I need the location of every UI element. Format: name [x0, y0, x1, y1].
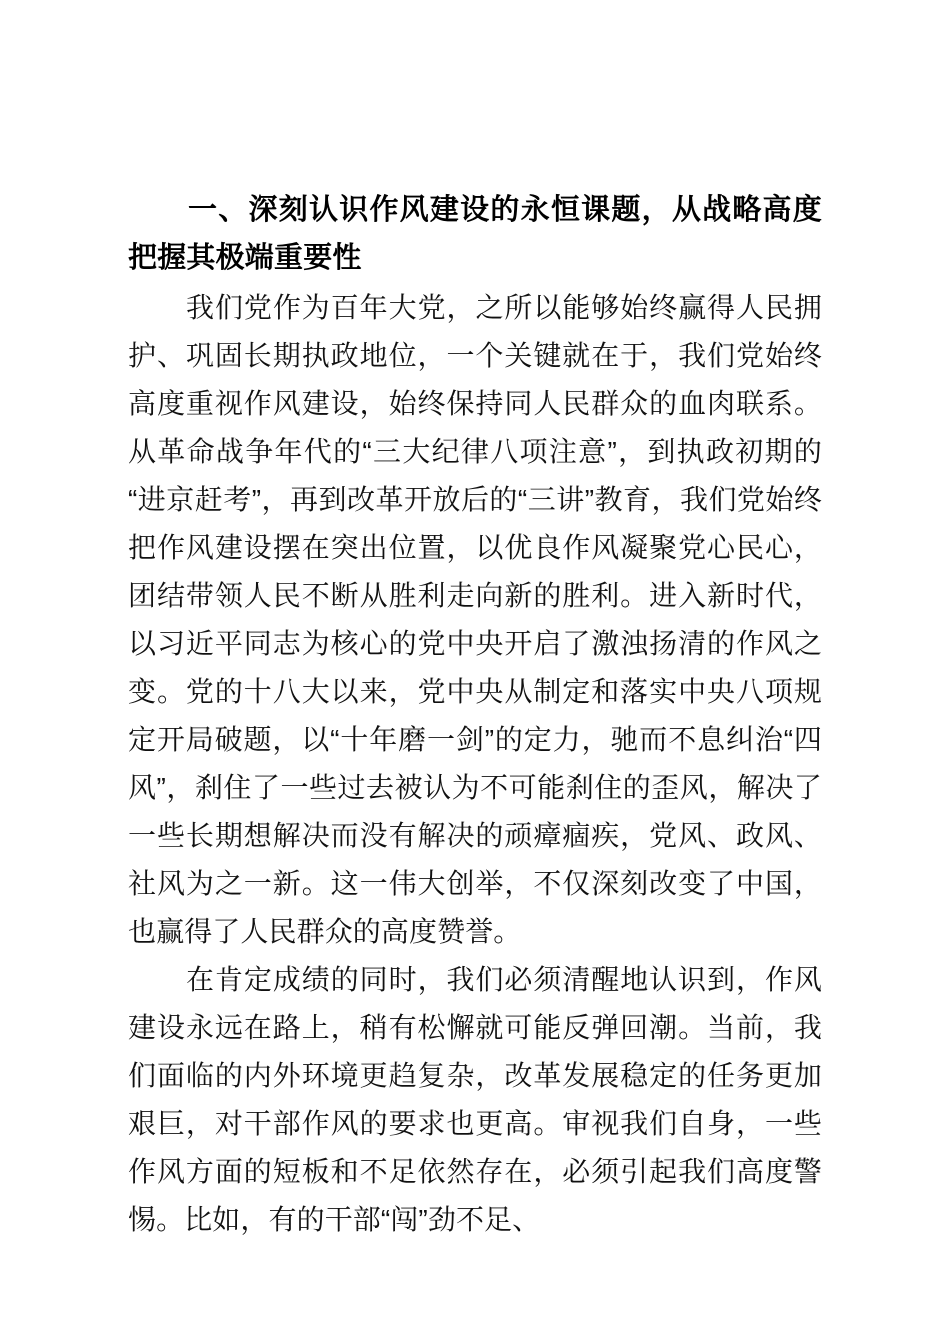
body-paragraph: 我们党作为百年大党，之所以能够始终赢得人民拥护、巩固长期执政地位，一个关键就在于，我们党始终高度重视作风建设，始终保持同人民群众的血肉联系。从革命战争年代的“三大纪律八项注意”，到执政初期的“进京赶考”，再到改革开放后的“三讲”教育，我们党始终把作风建设摆在突出位置，以优良作风凝聚党心民心，团结带领人民不断从胜利走向新的胜利。进入新时代，以习近平同志为核心的党中央开启了激浊扬清的作风之变。党的十八大以来，党中央从制定和落实中央八项规定开局破题，以“十年磨一剑”的定力，驰而不息纠治“四风”，刹住了一些过去被认为不可能刹住的歪风，解决了一些长期想解决而没有解决的顽瘴痼疾，党风、政风、社风为之一新。这一伟大创举，不仅深刻改变了中国，也赢得了人民群众的高度赞誉。 — [128, 292, 822, 947]
body-paragraph: 在肯定成绩的同时，我们必须清醒地认识到，作风建设永远在路上，稍有松懈就可能反弹回潮。当前，我们面临的内外环境更趋复杂，改革发展稳定的任务更加艰巨，对干部作风的要求也更高。审视我们自身，一些作风方面的短板和不足依然存在，必须引起我们高度警惕。比如，有的干部“闯”劲不足、 — [128, 964, 822, 1235]
section-heading: 一、深刻认识作风建设的永恒课题，从战略高度把握其极端重要性 — [128, 194, 822, 274]
document-text-column — [128, 186, 822, 1244]
